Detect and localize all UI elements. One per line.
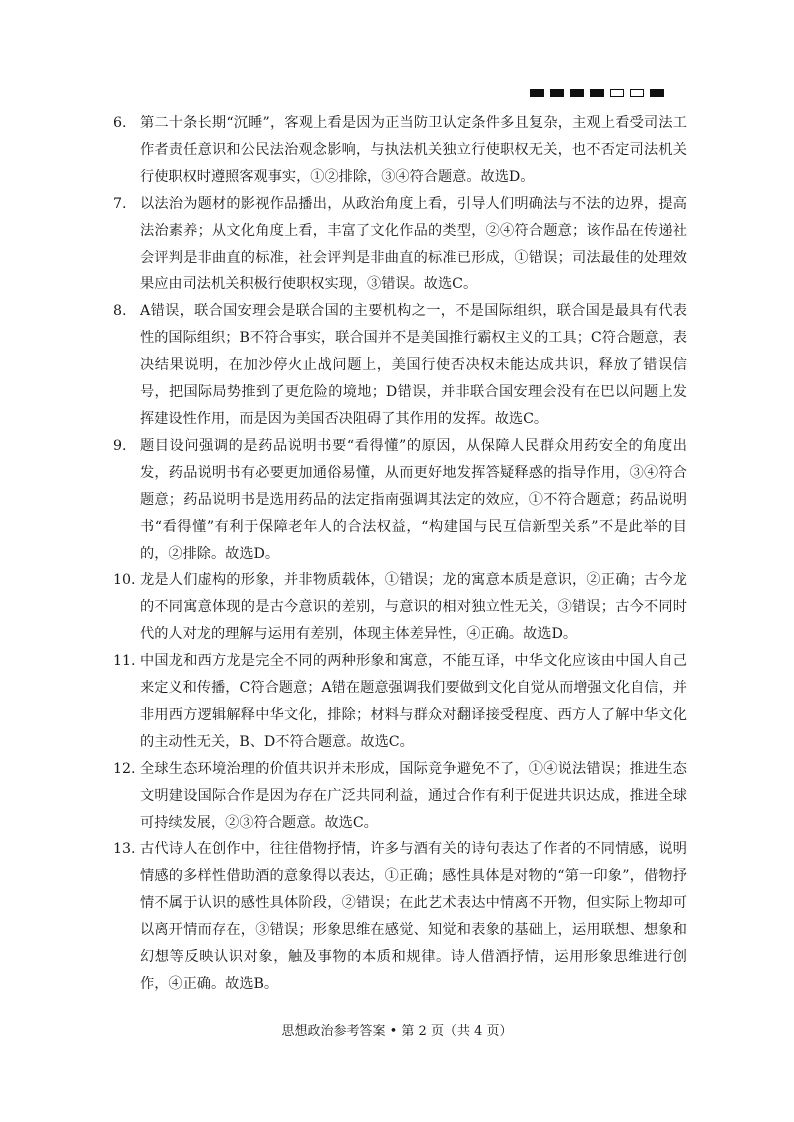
answer-item	[113, 567, 687, 648]
answer-number: 10.	[113, 572, 136, 589]
answer-number: 7.	[113, 195, 127, 212]
answer-item	[113, 110, 687, 191]
answer-text: 以法治为题材的影视作品播出，从政治角度上看，引导人们明确法与不法的边界，提高法治素养；从文化角度上看，丰富了文化作品的类型，②④符合题意；该作品在传递社会评判是非曲直的标准，社会评判是非曲直的标准已形成，①错误；司法最佳的处理效果应由司法机关积极行使职权实现，③错误。故选C。	[140, 195, 687, 293]
page-footer: 思想政治参考答案 • 第 2 页（共 4 页）	[281, 1024, 513, 1039]
answer-item	[113, 756, 687, 837]
header-marks	[530, 89, 664, 97]
answer-item	[113, 648, 687, 756]
answer-text: 全球生态环境治理的价值共识并未形成，国际竞争避免不了，①④说法错误；推进生态文明建设国际合作是因为存在广泛共同利益，通过合作有利于促进共识达成，推进全球可持续发展，②③符合题意。故选C。	[140, 760, 687, 831]
header-mark	[550, 89, 564, 97]
answer-text: 中国龙和西方龙是完全不同的两种形象和寓意，不能互译，中华文化应该由中国人自己来定义和传播，C符合题意；A错在题意强调我们要做到文化自觉从而增强文化自信，并非用西方逻辑解释中华文化，排除；材料与群众对翻译接受程度、西方人了解中华文化的主动性无关，B、D不符合题意。故选C。	[140, 653, 687, 750]
header-mark	[530, 89, 544, 97]
header-mark	[570, 89, 584, 97]
answer-item	[113, 298, 687, 433]
header-mark	[610, 89, 624, 97]
answer-text: 古代诗人在创作中，往往借物抒情，许多与酒有关的诗句表达了作者的不同情感，说明情感的多样性借助酒的意象得以表达，①正确；感性具体是对物的“第一印象”，借物抒情不属于认识的感性具体阶段，②错误；在此艺术表达中情离不开物，但实际上物却可以离开情而存在，③错误；形象思维在感觉、知觉和表象的基础上，运用联想、想象和幻想等反映认识对象，触及事物的本质和规律。诗人借酒抒情，运用形象思维进行创作，④正确。故选B。	[140, 841, 687, 992]
header-mark	[590, 89, 604, 97]
header-mark	[650, 89, 664, 97]
answer-item	[113, 191, 687, 299]
answer-number: 9.	[113, 437, 127, 454]
answer-item	[113, 433, 687, 568]
answer-number: 13.	[113, 841, 136, 858]
header-mark	[630, 89, 644, 97]
answer-item	[113, 836, 687, 997]
answer-number: 11.	[113, 653, 136, 670]
answer-text: 题目设问强调的是药品说明书要“看得懂”的原因，从保障人民群众用药安全的角度出发，药品说明书有必要更加通俗易懂，从而更好地发挥答疑释惑的指导作用，③④符合题意；药品说明书是选用药品的法定指南强调其法定的效应，①不符合题意；药品说明书“看得懂”有利于保障老年人的合法权益，“构建国与民互信新型关系”不是此举的目的，②排除。故选D。	[140, 437, 687, 562]
answer-number: 6.	[113, 115, 127, 131]
answer-text: 龙是人们虚构的形象，并非物质载体，①错误；龙的寓意本质是意识，②正确；古今龙的不同寓意体现的是古今意识的差别，与意识的相对独立性无关，③错误；古今不同时代的人对龙的理解与运用有差别，体现主体差异性，④正确。故选D。	[140, 572, 687, 643]
answer-list	[113, 110, 687, 998]
answer-text: 第二十条长期“沉睡”，客观上看是因为正当防卫认定条件多且复杂，主观上看受司法工作者责任意识和公民法治观念影响，与执法机关独立行使职权无关，也不否定司法机关行使职权时遵照客观事实，①②排除，③④符合题意。故选D。	[140, 115, 687, 185]
answer-text: A错误，联合国安理会是联合国的主要机构之一，不是国际组织，联合国是最具有代表性的国际组织；B不符合事实，联合国并不是美国推行霸权主义的工具；C符合题意，表决结果说明，在加沙停火止战问题上，美国行使否决权未能达成共识，释放了错误信号，把国际局势推到了更危险的境地；D错误，并非联合国安理会没有在巴以问题上发挥建设性作用，而是因为美国否决阻碍了其作用的发挥。故选C。	[140, 303, 687, 427]
answer-number: 12.	[113, 760, 136, 777]
answer-number: 8.	[113, 303, 127, 320]
